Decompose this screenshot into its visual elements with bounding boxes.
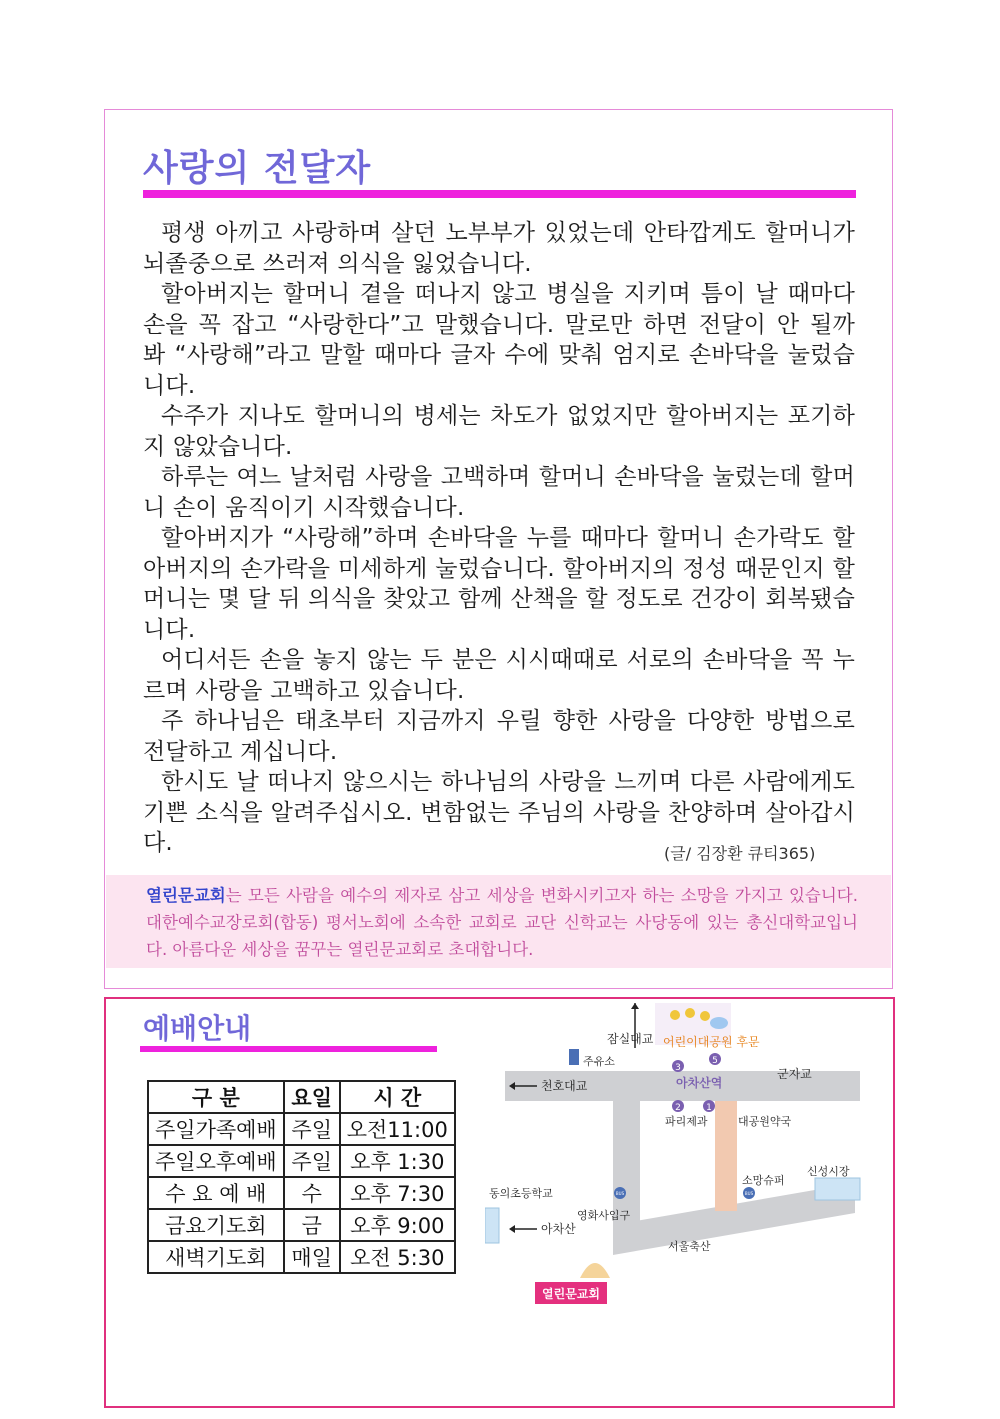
west-arrow-head [509, 1225, 515, 1233]
article-paragraph: 주 하나님은 태초부터 지금까지 우릴 향한 사랑을 다양한 방법으로 전달하고 계십니다. [143, 708, 855, 765]
map-label-school: 동의초등학교 [489, 1187, 553, 1200]
cell-time: 오후 9:00 [340, 1209, 455, 1241]
worship-schedule-table [147, 1080, 456, 1274]
map-label-cheonho: 천호대교 [541, 1079, 588, 1093]
map-label-market: 신성시장 [807, 1165, 850, 1178]
map-label-gunja: 군자교 [777, 1067, 812, 1081]
map-label-paris: 파리제과 [665, 1115, 708, 1128]
church-icon [580, 1263, 610, 1278]
exit-label: 5 [712, 1056, 718, 1066]
map-label-pharmacy: 대공원약국 [738, 1115, 792, 1128]
cell-time: 오전 5:30 [340, 1241, 455, 1273]
flower-icon [670, 1010, 680, 1020]
cell-service: 주일오후예배 [148, 1145, 284, 1177]
balloon-icon [710, 1017, 728, 1029]
cell-service: 금요기도회 [148, 1209, 284, 1241]
bus-label: BUS [615, 1191, 625, 1196]
article-paragraph: 어디서든 손을 놓지 않는 두 분은 시시때때로 서로의 손바닥을 꼭 누르며 사랑을 고백하고 있습니다. [143, 647, 855, 704]
worship-underline [140, 1046, 437, 1052]
exit-label: 1 [706, 1103, 712, 1113]
header-day: 요일 [284, 1081, 340, 1113]
cell-day: 금 [284, 1209, 340, 1241]
table-row [148, 1241, 455, 1273]
flower-icon [700, 1011, 710, 1021]
map-label-achasan: 아차산 [541, 1222, 576, 1236]
cell-day: 주일 [284, 1113, 340, 1145]
map-label-station: 아차산역 [676, 1076, 723, 1090]
map-label-jamsil: 잠실대교 [607, 1032, 654, 1046]
article-paragraph: 평생 아끼고 사랑하며 살던 노부부가 있었는데 안타깝게도 할머니가 뇌졸중으로 쓰러져 의식을 잃었습니다. [143, 220, 855, 277]
article-paragraph: 할아버지는 할머니 곁을 떠나지 않고 병실을 지키며 틈이 날 때마다 손을 꼭 잡고 “사랑한다”고 말했습니다. 말로만 하면 전달이 안 될까 봐 “사랑해”라고 말할 때마다 글자 수에 맞춰 엄지로 손바닥을 눌렀습니다. [143, 281, 855, 399]
table-row [148, 1177, 455, 1209]
article-paragraph: 하루는 여느 날처럼 사랑을 고백하며 할머니 손바닥을 눌렀는데 할머니 손이 움직이기 시작했습니다. [143, 464, 855, 521]
table-header-row [148, 1081, 455, 1113]
map-label-gas: 주유소 [583, 1055, 615, 1068]
cell-day: 매일 [284, 1241, 340, 1273]
header-time: 시 간 [340, 1081, 455, 1113]
table-row [148, 1145, 455, 1177]
header-category: 구 분 [148, 1081, 284, 1113]
title-underline [143, 190, 856, 198]
table-row [148, 1209, 455, 1241]
article-paragraph: 한시도 날 떠나지 않으시는 하나님의 사랑을 느끼며 다른 사람에게도 기쁜 소식을 알려주십시오. 변함없는 주님의 사랑을 찬양하며 살아갑시다. [143, 769, 855, 856]
map-label-church: 열린문교회 [542, 1287, 600, 1301]
cell-service: 주일가족예배 [148, 1113, 284, 1145]
exit-label: 2 [675, 1103, 681, 1113]
cell-service: 수 요 예 배 [148, 1177, 284, 1209]
article-paragraph: 할아버지가 “사랑해”하며 손바닥을 누를 때마다 할머니 손가락도 할아버지의 손가락을 미세하게 눌렀습니다. 할아버지의 정성 때문인지 할머니는 몇 달 뒤 의식을 찾았고 함께 산책을 할 정도로 건강이 회복됐습니다. [143, 525, 855, 643]
cell-time: 오후 7:30 [340, 1177, 455, 1209]
flower-icon [685, 1008, 695, 1018]
cell-day: 수 [284, 1177, 340, 1209]
cell-time: 오전11:00 [340, 1113, 455, 1145]
church-notice-body: 는 모든 사람을 예수의 제자로 삼고 세상을 변화시키고자 하는 소망을 가지고 있습니다. 대한예수교장로회(합동) 평서노회에 소속한 교회로 교단 신학교는 사당동에 있는 총신대학교입니다. 아름다운 세상을 꿈꾸는 열린문교회로 초대합니다. [146, 886, 858, 959]
market-icon [815, 1178, 860, 1200]
map-label-yeonghwa: 영화사입구 [577, 1209, 631, 1222]
map-label-meat: 서울축산 [668, 1240, 711, 1253]
cell-day: 주일 [284, 1145, 340, 1177]
cell-time: 오후 1:30 [340, 1145, 455, 1177]
location-map [485, 1003, 865, 1308]
gas-station-icon [569, 1049, 579, 1065]
article-body [143, 218, 855, 859]
north-arrow-head [631, 1003, 639, 1009]
exit-label: 3 [675, 1063, 681, 1073]
map-label-park: 어린이대공원 후문 [663, 1035, 760, 1049]
map-label-somang: 소망슈퍼 [742, 1174, 785, 1187]
church-name: 열린문교회 [146, 886, 226, 905]
map-route [715, 1101, 737, 1211]
bus-label: BUS [744, 1191, 754, 1196]
cell-service: 새벽기도회 [148, 1241, 284, 1273]
table-row [148, 1113, 455, 1145]
article-paragraph: 수주가 지나도 할머니의 병세는 차도가 없었지만 할아버지는 포기하지 않았습니다. [143, 403, 855, 460]
article-title: 사랑의 전달자 [143, 148, 372, 189]
church-notice-text [146, 882, 858, 963]
worship-title: 예배안내 [143, 1012, 252, 1045]
article-author: (글/ 김장환 큐티365) [664, 844, 816, 863]
school-icon [485, 1208, 499, 1243]
